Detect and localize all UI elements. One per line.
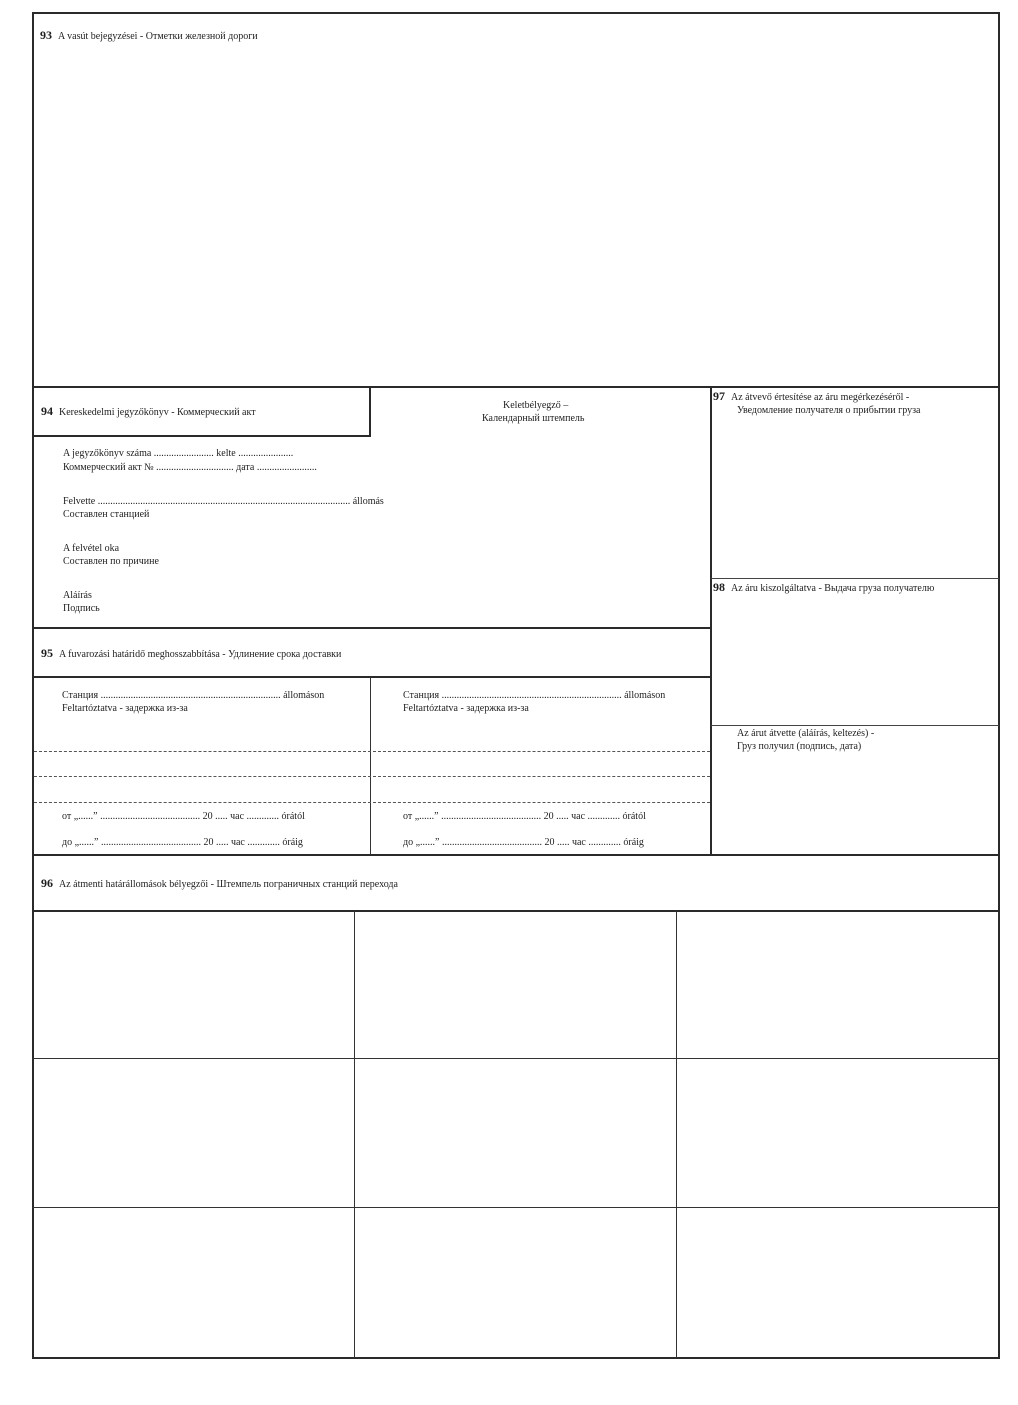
protocol-number-ru: Коммерческий акт № ............................... дата ........................ (63, 462, 317, 473)
section-97-number: 97 (713, 389, 725, 403)
signature-hu: Aláírás (63, 590, 92, 601)
form-frame (32, 12, 1000, 1359)
from-line-right: от „......” ........................................ 20 ..... час ............. órától (403, 811, 646, 822)
stamp-grid-row-divider (32, 1207, 1000, 1208)
ruled-line (34, 776, 710, 777)
section-93-header (40, 29, 258, 43)
to-line-left: до „......” ........................................ 20 ..... час ............. óráig (62, 837, 303, 848)
divider-95-96 (32, 854, 1000, 856)
stamp-grid-row-divider (32, 1058, 1000, 1059)
section-98-label: Az áru kiszolgáltatva - Выдача груза получателю (731, 583, 935, 594)
section-95-header (41, 647, 341, 661)
station-line-left: Станция ........................................................................ állomáson (62, 690, 325, 701)
station-line-right: Станция ........................................................................ állomáson (403, 690, 666, 701)
stamp-grid-col-divider (354, 911, 355, 1358)
section-97-header (713, 390, 909, 404)
section-93-number: 93 (40, 28, 52, 42)
section-98-header (713, 581, 934, 595)
ruled-line (34, 751, 710, 752)
section-97-label-ru: Уведомление получателя о прибытии груза (737, 405, 921, 416)
section-97-label-hu: Az átvevő értesítése az áru megérkezéséről - (731, 392, 910, 403)
delay-label-left: Feltartóztatva - задержка из-за (62, 703, 188, 714)
protocol-number-hu: A jegyzőkönyv száma ........................ kelte ...................... (63, 448, 294, 459)
stamp-label-ru: Календарный штемпель (482, 413, 585, 424)
divider-95-title (32, 676, 711, 678)
divider-94-95 (32, 627, 711, 629)
section-95-number: 95 (41, 646, 53, 660)
stamp-grid-col-divider (676, 911, 677, 1358)
reason-hu: A felvétel oka (63, 543, 120, 554)
from-line-left: от „......” ........................................ 20 ..... час ............. órától (62, 811, 305, 822)
drawn-up-ru: Составлен станцией (63, 509, 150, 520)
divider-97-98 (711, 578, 999, 579)
received-hu: Az árut átvette (aláírás, keltezés) - (737, 728, 875, 739)
section-96-number: 96 (41, 876, 53, 890)
section-94-number: 94 (41, 404, 53, 418)
received-ru: Груз получил (подпись, дата) (737, 741, 862, 752)
section-94-label: Kereskedelmi jegyzőkönyv - Коммерческий акт (59, 407, 256, 418)
reason-ru: Составлен по причине (63, 556, 159, 567)
divider-vertical-97-98 (710, 387, 712, 854)
section-96-label: Az átmenti határállomások bélyegzői - Штемпель пограничных станций перехода (59, 879, 398, 890)
section-98-number: 98 (713, 580, 725, 594)
divider-96-title (32, 910, 1000, 912)
stamp-label-hu: Keletbélyegző – (503, 400, 569, 411)
divider-95-columns (370, 677, 371, 854)
section-93-label: A vasút bejegyzései - Отметки железной дороги (58, 31, 258, 42)
section-96-header (41, 877, 398, 891)
section-94-header (41, 405, 256, 419)
delay-label-right: Feltartóztatva - задержка из-за (403, 703, 529, 714)
signature-ru: Подпись (63, 603, 100, 614)
to-line-right: до „......” ........................................ 20 ..... час ............. óráig (403, 837, 644, 848)
section-95-label: A fuvarozási határidő meghosszabbítása - Удлинение срока доставки (59, 649, 342, 660)
drawn-up-hu: Felvette ..................................................................................................... állomás (63, 496, 384, 507)
divider-98-received (711, 725, 999, 726)
ruled-line (34, 802, 710, 803)
